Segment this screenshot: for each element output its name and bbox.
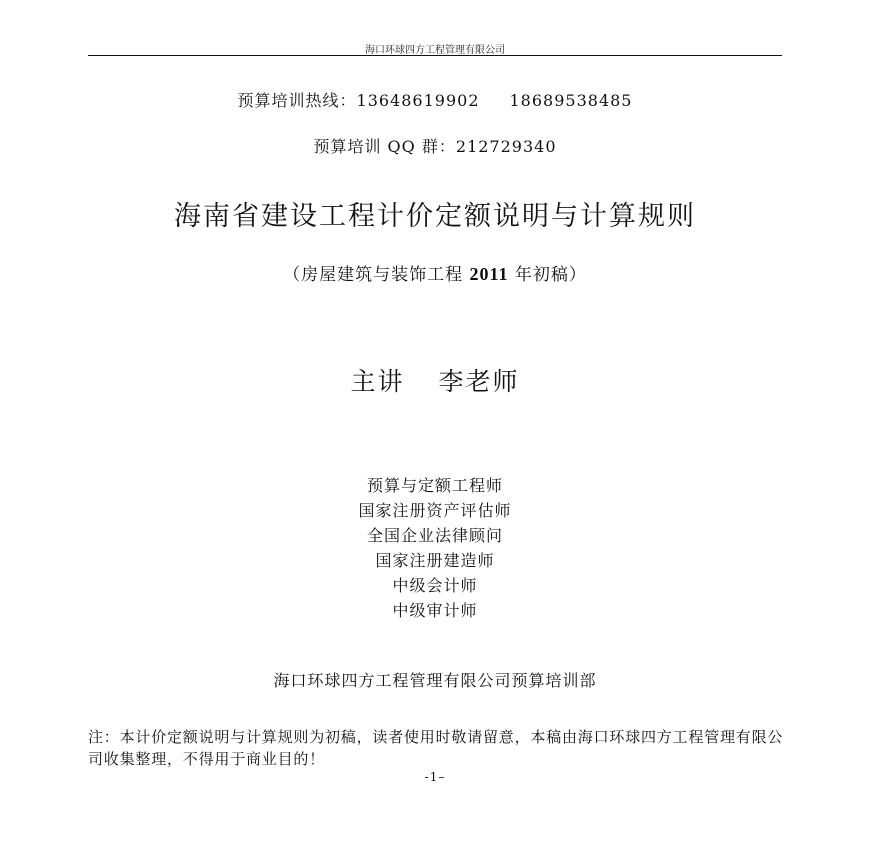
credential-item: 全国企业法律顾问 [366, 526, 503, 545]
qq-label: 预算培训 QQ 群： [313, 137, 456, 156]
credential-item: 预算与定额工程师 [366, 476, 503, 495]
hotline-phone-2: 18689538485 [509, 91, 633, 110]
training-hotline [0, 88, 870, 111]
lecturer-line [0, 362, 870, 398]
subtitle-prefix: （房屋建筑与装饰工程 [283, 265, 470, 285]
page-header-company: 海口环球四方工程管理有限公司 [365, 45, 505, 56]
training-department: 海口环球四方工程管理有限公司预算培训部 [273, 671, 597, 690]
credential-item: 中级审计师 [392, 601, 478, 620]
document-subtitle [0, 260, 870, 285]
qq-group-line [0, 134, 870, 157]
hotline-phone-1: 13648619902 [356, 91, 480, 110]
page-number: -1– [424, 770, 446, 784]
disclaimer-note: 注：本计价定额说明与计算规则为初稿，读者使用时敬请留意，本稿由海口环球四方工程管理有限公司收集整理，不得用于商业目的！ [88, 728, 784, 768]
document-title: 海南省建设工程计价定额说明与计算规则 [174, 201, 696, 232]
lecturer-name: 李老师 [438, 367, 520, 396]
qq-group-number: 212729340 [455, 137, 557, 156]
credentials-list [0, 473, 870, 623]
subtitle-suffix: 年初稿） [508, 265, 587, 285]
credential-item: 国家注册建造师 [375, 551, 495, 570]
subtitle-year: 2011 [469, 264, 509, 284]
credential-item: 国家注册资产评估师 [358, 501, 512, 520]
header-divider [88, 55, 782, 56]
credential-item: 中级会计师 [392, 576, 478, 595]
hotline-label: 预算培训热线： [237, 91, 357, 110]
lecturer-label: 主讲 [350, 367, 405, 396]
